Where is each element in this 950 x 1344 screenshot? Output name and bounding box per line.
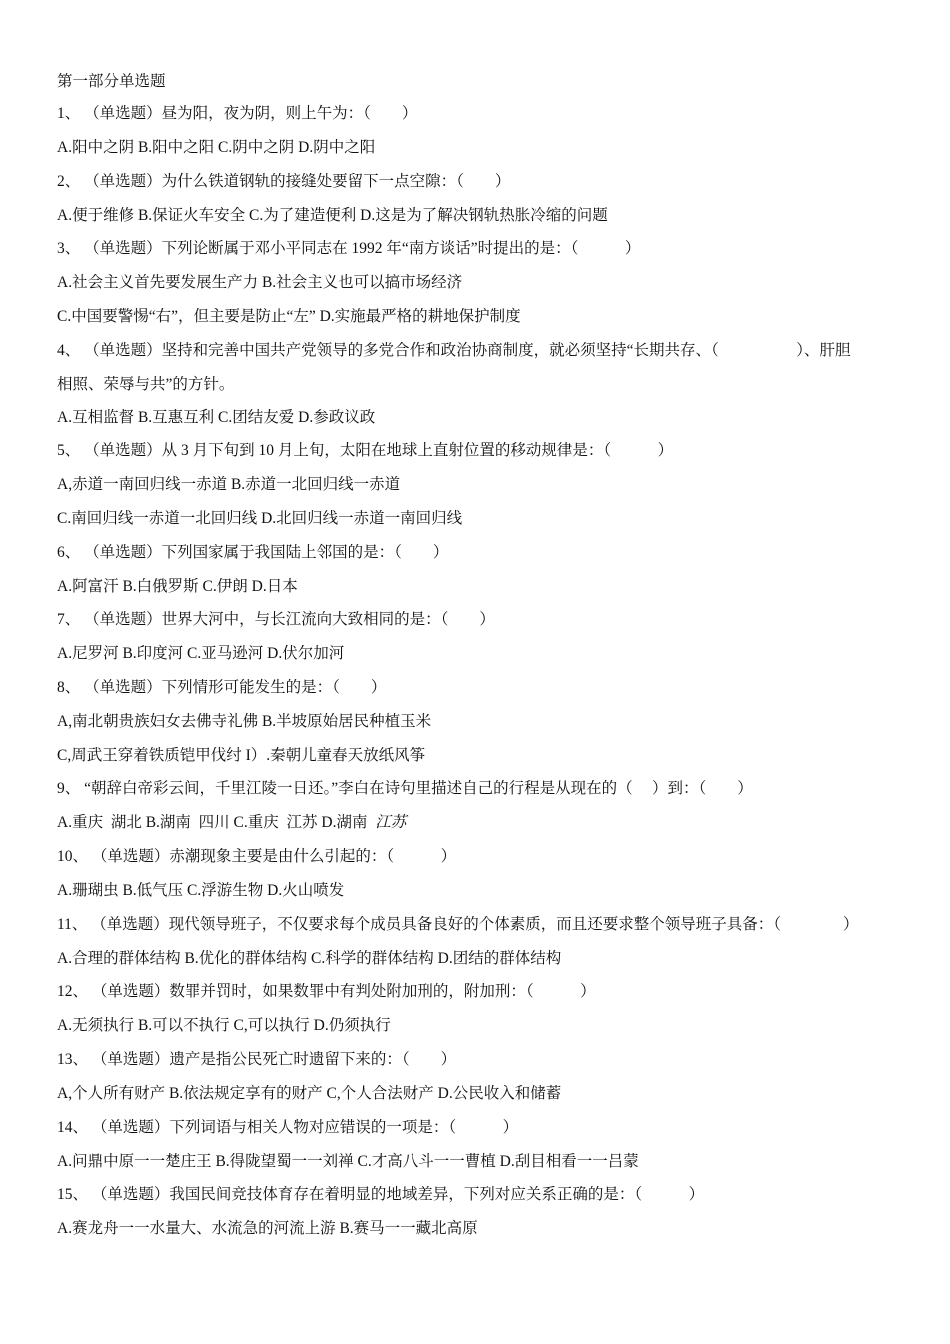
options-3a: A.社会主义首先要发展生产力 B.社会主义也可以搞市场经济 xyxy=(57,274,463,291)
options-9-text: A.重庆 湖北 B.湖南 四川 C.重庆 江苏 D.湖南 xyxy=(57,814,376,831)
options-5b: C.南回归线一赤道一北回归线 D.北回归线一赤道一南回归线 xyxy=(57,510,463,527)
question-4-cont: 相照、荣辱与共”的方针。 xyxy=(57,376,235,393)
options-5a: A,赤道一南回归线一赤道 B.赤道一北回归线一赤道 xyxy=(57,476,401,493)
question-8: 8、 （单选题）下列情形可能发生的是：（ ） xyxy=(57,679,387,696)
question-11: 11、 （单选题）现代领导班子，不仅要求每个成员具备良好的个体素质，而且还要求整个领导班子具备：（ ） xyxy=(57,916,859,933)
options-13: A,个人所有财产 B.依法规定享有的财产 C,个人合法财产 D.公民收入和储蓄 xyxy=(57,1085,562,1102)
question-2: 2、 （单选题）为什么铁道钢轨的接缝处要留下一点空隙：（ ） xyxy=(57,173,511,190)
options-10: A.珊瑚虫 B.低气压 C.浮游生物 D.火山喷发 xyxy=(57,882,345,899)
question-1: 1、 （单选题）昼为阳，夜为阴，则上午为：（ ） xyxy=(57,105,418,122)
question-13: 13、 （单选题）遗产是指公民死亡时遗留下来的：（ ） xyxy=(57,1051,457,1068)
options-1: A.阳中之阴 B.阳中之阳 C.阴中之阴 D.阴中之阳 xyxy=(57,139,376,156)
options-9-italic: 江苏 xyxy=(375,814,407,831)
question-14: 14、 （单选题）下列词语与相关人物对应错误的一项是：（ ） xyxy=(57,1119,519,1136)
options-7: A.尼罗河 B.印度河 C.亚马逊河 D.伏尔加河 xyxy=(57,645,345,662)
question-3: 3、 （单选题）下列论断属于邓小平同志在 1992 年“南方谈话”时提出的是：（ ） xyxy=(57,240,641,257)
question-12: 12、 （单选题）数罪并罚时，如果数罪中有判处附加刑的，附加刑：（ ） xyxy=(57,983,596,1000)
question-4: 4、 （单选题）坚持和完善中国共产党领导的多党合作和政治协商制度，就必须坚持“长期共存、（ ）、肝胆 xyxy=(57,342,851,359)
options-3b: C.中国要警惕“右”，但主要是防止“左” D.实施最严格的耕地保护制度 xyxy=(57,308,521,325)
options-6: A.阿富汗 B.白俄罗斯 C.伊朗 D.日本 xyxy=(57,578,298,595)
question-7: 7、 （单选题）世界大河中，与长江流向大致相同的是：（ ） xyxy=(57,611,495,628)
options-2: A.便于维修 B.保证火车安全 C.为了建造便利 D.这是为了解决钢轨热胀冷缩的问题 xyxy=(57,207,608,224)
options-9 xyxy=(57,813,406,833)
question-10: 10、 （单选题）赤潮现象主要是由什么引起的：（ ） xyxy=(57,848,457,865)
options-11: A.合理的群体结构 B.优化的群体结构 C.科学的群体结构 D.团结的群体结构 xyxy=(57,950,562,967)
options-12: A.无须执行 B.可以不执行 C,可以执行 D.仍须执行 xyxy=(57,1017,391,1034)
section-title: 第一部分单选题 xyxy=(57,73,166,90)
question-6: 6、 （单选题）下列国家属于我国陆上邻国的是：（ ） xyxy=(57,544,449,561)
question-15: 15、 （单选题）我国民间竞技体育存在着明显的地域差异，下列对应关系正确的是：（ ） xyxy=(57,1186,705,1203)
options-15: A.赛龙舟一一水量大、水流急的河流上游 B.赛马一一藏北高原 xyxy=(57,1220,478,1237)
question-9: 9、 “朝辞白帝彩云间，千里江陵一日还。”李白在诗句里描述自己的行程是从现在的（ ）到：（ ） xyxy=(57,780,753,797)
question-5: 5、 （单选题）从 3 月下旬到 10 月上旬，太阳在地球上直射位置的移动规律是：（ ） xyxy=(57,442,674,459)
options-8a: A,南北朝贵族妇女去佛寺礼佛 B.半坡原始居民种植玉米 xyxy=(57,713,432,730)
options-4: A.互相监督 B.互惠互利 C.团结友爱 D.参政议政 xyxy=(57,409,376,426)
options-14: A.问鼎中原一一楚庄王 B.得陇望蜀一一刘禅 C.才高八斗一一曹植 D.刮目相看一一吕蒙 xyxy=(57,1153,639,1170)
options-8b: C,周武王穿着铁质铠甲伐纣 I）.秦朝儿童春天放纸风筝 xyxy=(57,747,426,764)
